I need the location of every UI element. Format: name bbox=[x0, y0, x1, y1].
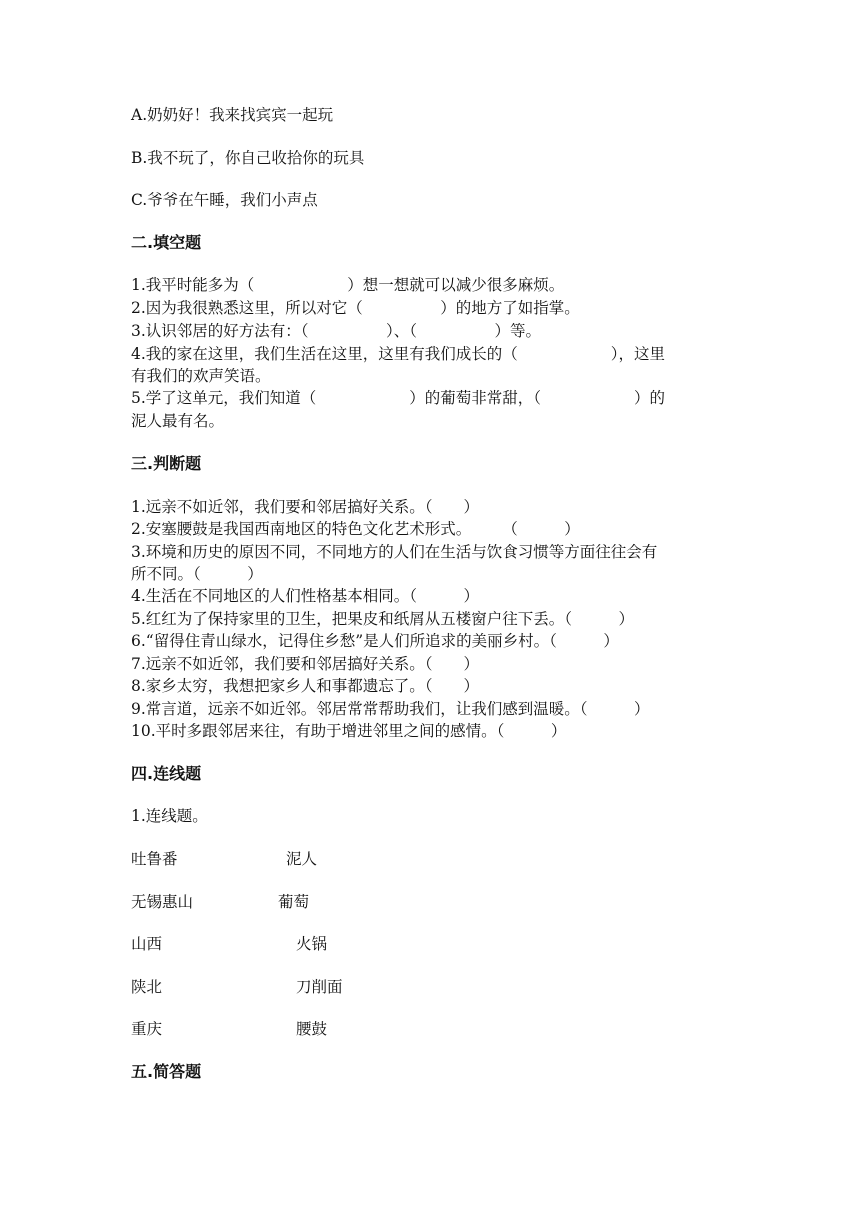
judge-item-4: 4.生活在不同地区的人们性格基本相同。（ ） bbox=[131, 587, 480, 605]
match-left-2: 无锡惠山 bbox=[131, 893, 194, 911]
judge-item-10: 10.平时多跟邻居来往，有助于增进邻里之间的感情。（ ） bbox=[131, 722, 567, 740]
match-right-2: 葡萄 bbox=[278, 893, 310, 911]
match-left-5: 重庆 bbox=[131, 1020, 163, 1038]
fill-item-5-cont: 泥人最有名。 bbox=[131, 412, 225, 430]
match-right-4: 刀削面 bbox=[296, 978, 343, 996]
match-right-3: 火锅 bbox=[296, 935, 328, 953]
option-b: B.我不玩了，你自己收拾你的玩具 bbox=[131, 149, 365, 167]
match-right-5: 腰鼓 bbox=[296, 1020, 328, 1038]
fill-item-3: 3.认识邻居的好方法有：（ ）、（ ）等。 bbox=[131, 322, 542, 340]
judge-item-8: 8.家乡太穷，我想把家乡人和事都遗忘了。（ ） bbox=[131, 677, 480, 695]
option-c: C.爷爷在午睡，我们小声点 bbox=[131, 191, 318, 209]
judge-item-3-cont: 所不同。（ ） bbox=[131, 565, 263, 583]
judge-item-9: 9.常言道，远亲不如近邻。邻居常常帮助我们，让我们感到温暖。（ ） bbox=[131, 700, 650, 718]
matching-question: 1.连线题。 bbox=[131, 807, 208, 825]
judge-item-7: 7.远亲不如近邻，我们要和邻居搞好关系。（ ） bbox=[131, 655, 480, 673]
fill-item-1: 1.我平时能多为（ ）想一想就可以减少很多麻烦。 bbox=[131, 276, 565, 294]
fill-item-4: 4.我的家在这里，我们生活在这里，这里有我们成长的（ ），这里 bbox=[131, 345, 666, 363]
judge-item-3: 3.环境和历史的原因不同，不同地方的人们在生活与饮食习惯等方面往往会有 bbox=[131, 543, 658, 561]
match-left-3: 山西 bbox=[131, 935, 163, 953]
section-5-title: 五.简答题 bbox=[131, 1062, 202, 1081]
section-2-title: 二.填空题 bbox=[131, 233, 202, 252]
fill-item-5: 5.学了这单元，我们知道（ ）的葡萄非常甜，（ ）的 bbox=[131, 389, 666, 407]
judge-item-2: 2.安塞腰鼓是我国西南地区的特色文化艺术形式。 （ ） bbox=[131, 520, 580, 538]
judge-item-1: 1.远亲不如近邻，我们要和邻居搞好关系。（ ） bbox=[131, 498, 480, 516]
fill-item-4-cont: 有我们的欢声笑语。 bbox=[131, 367, 271, 385]
judge-item-6: 6.“留得住青山绿水，记得住乡愁”是人们所追求的美丽乡村。（ ） bbox=[131, 632, 619, 650]
fill-item-2: 2.因为我很熟悉这里，所以对它（ ）的地方了如指掌。 bbox=[131, 299, 580, 317]
judge-item-5: 5.红红为了保持家里的卫生，把果皮和纸屑从五楼窗户往下丢。（ ） bbox=[131, 610, 635, 628]
match-left-4: 陕北 bbox=[131, 978, 163, 996]
section-3-title: 三.判断题 bbox=[131, 454, 202, 473]
option-a: A.奶奶好！我来找宾宾一起玩 bbox=[131, 106, 334, 124]
match-left-1: 吐鲁番 bbox=[131, 850, 178, 868]
match-right-1: 泥人 bbox=[286, 850, 318, 868]
section-4-title: 四.连线题 bbox=[131, 764, 202, 783]
